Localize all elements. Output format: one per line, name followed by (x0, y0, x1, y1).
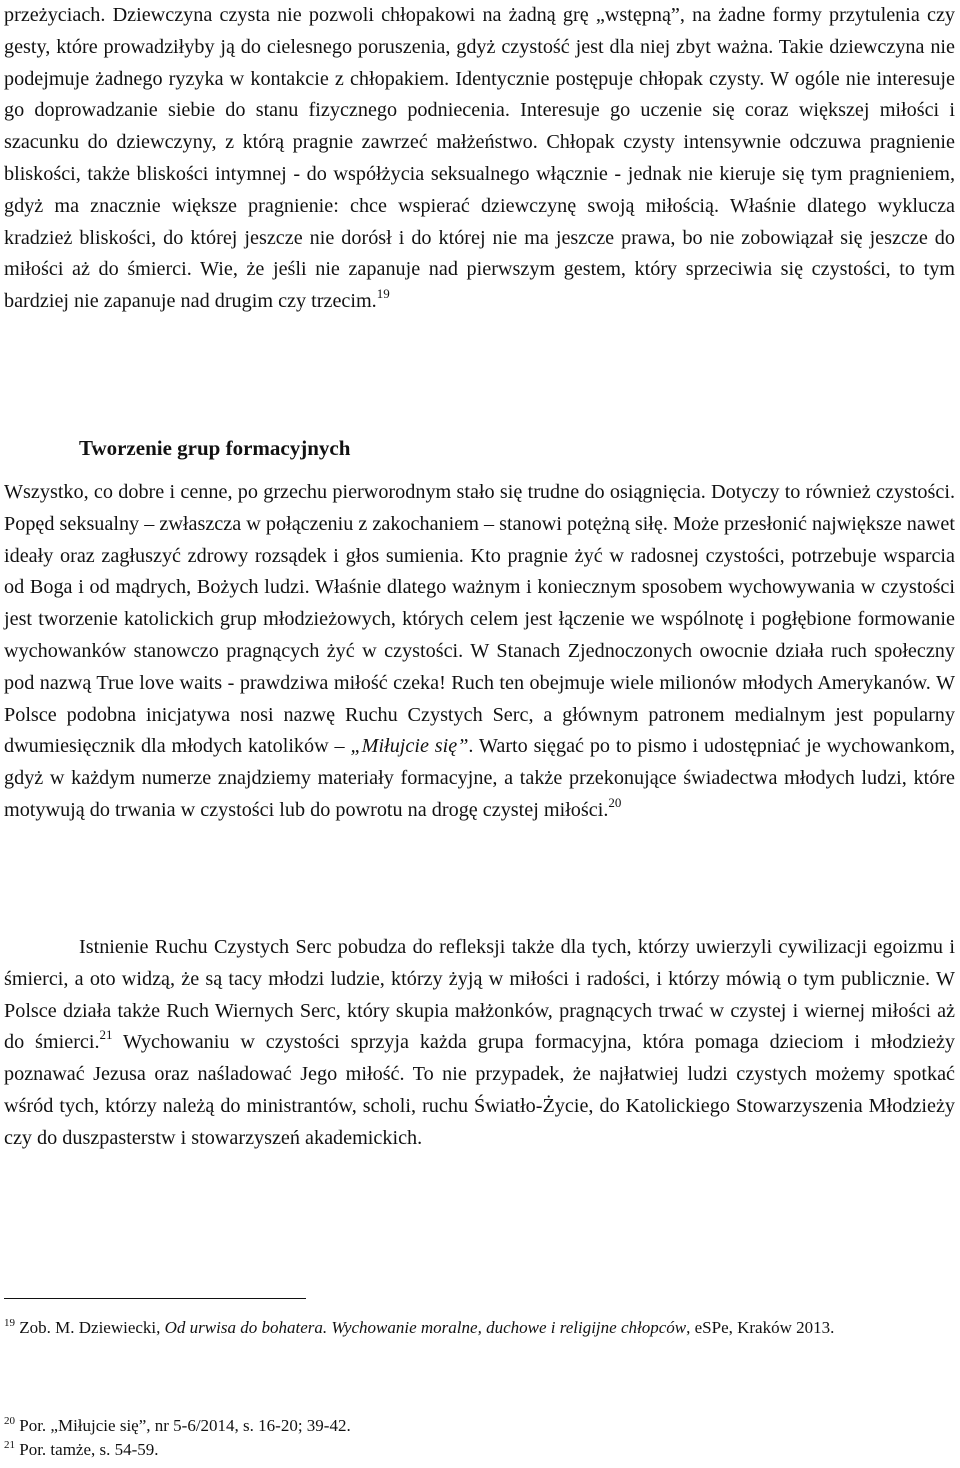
section-heading: Tworzenie grup formacyjnych (79, 436, 351, 460)
footnote-book-title: Od urwisa do bohatera. Wychowanie moralne, duchowe i religijne chłopców (164, 1318, 687, 1337)
paragraph-3-text-b: Wychowaniu w czystości sprzyja każda grupa formacyjna, która pomaga dzieciom i młodzieży poznawać Jezusa oraz naśladować Jego miłość. To nie przypadek, że najłatwiej ludzi czystych możemy spotkać wśród tych, którzy należą do ministrantów, scholi, ruchu Światło-Życie, do Katolickiego Stowarzyszenia Młodzieży czy do duszpasterstw i stowarzyszeń akademickich. (4, 1031, 955, 1149)
footnote-separator (4, 1298, 306, 1299)
paragraph-3 (4, 932, 955, 1155)
footnote-21 (4, 1436, 955, 1463)
footnote-text: Zob. M. Dziewiecki, (19, 1318, 165, 1337)
paragraph-2 (4, 477, 955, 827)
footnote-text: , eSPe, Kraków 2013. (686, 1318, 835, 1337)
footnote-number: 20 (4, 1415, 15, 1427)
footnote-number: 19 (4, 1317, 15, 1329)
footnote-number: 21 (4, 1439, 15, 1451)
paragraph-1 (4, 0, 955, 318)
footnote-19 (4, 1314, 955, 1341)
paragraph-1-text: przeżyciach. Dziewczyna czysta nie pozwoli chłopakowi na żadną grę „wstępną”, na żadne formy przytulenia czy gesty, które prowadziłyby ją do cielesnego poruszenia, gdyż czystość jest dla niej zbyt ważna. Takie dziewczyna nie podejmuje żadnego ryzyka w kontakcie z chłopakiem. Identycznie postępuje chłopak czysty. W ogóle nie interesuje go doprowadzanie siebie do stanu fizycznego podniecenia. Interesuje go uczenie się coraz większej miłości i szacunku do dziewczyny, z którą pragnie zawrzeć małżeństwo. Chłopak czysty intensywnie odczuwa pragnienie bliskości, także bliskości intymnej - do współżycia seksualnego włącznie - jednak nie kieruje się tym pragnieniem, gdyż ma znacznie większe pragnienie: chce wspierać dziewczynę swoją miłością. Właśnie dlatego wyklucza kradzież bliskości, do której jeszcze nie dorósł i do której nie ma jeszcze prawa, bo nie zobowiązał się jeszcze do miłości aż do śmierci. Wie, że jeśli nie zapanuje nad pierwszym gestem, który sprzeciwia się czystości, to tym bardziej nie zapanuje nad drugim czy trzecim. (4, 4, 955, 313)
footnote-text: Por. „Miłujcie się”, nr 5-6/2014, s. 16-20; 39-42. (19, 1416, 351, 1435)
footnote-20 (4, 1412, 955, 1439)
footnote-ref-20[interactable]: 20 (608, 794, 622, 810)
footnote-ref-21[interactable]: 21 (99, 1027, 113, 1043)
footnote-text: Por. tamże, s. 54-59. (19, 1440, 159, 1459)
magazine-title: „Miłujcie się” (350, 735, 469, 758)
paragraph-3-text-a: Istnienie Ruchu Czystych Serc pobudza do refleksji także dla tych, którzy uwierzyli cywilizacji egoizmu i śmierci, a oto widzą, że są tacy młodzi ludzie, którzy żyją w miłości i radości, i którzy mówią o tym publicznie. W Polsce działa także Ruch Wiernych Serc, który skupia małżonków, pragnących trwać w czystej i wiernej miłości aż do śmierci. (4, 936, 955, 1054)
paragraph-2-text-b: . Warto sięgać po to pismo i udostępniać je wychowankom, gdyż w każdym numerze znajdziemy materiały formacyjne, a także przekonujące świadectwa młodych ludzi, które motywują do trwania w czystości lub do powrotu na drogę czystej miłości. (4, 735, 955, 821)
paragraph-2-text-a: Wszystko, co dobre i cenne, po grzechu pierworodnym stało się trudne do osiągnięcia. Dotyczy to również czystości. Popęd seksualny – zwłaszcza w połączeniu z zakochaniem – stanowi potężną siłę. Może przesłonić największe nawet ideały oraz zagłuszyć zdrowy rozsądek i głos sumienia. Kto pragnie żyć w radosnej czystości, potrzebuje wsparcia od Boga i od mądrych, Bożych ludzi. Właśnie dlatego ważnym i koniecznym sposobem wychowywania w czystości jest tworzenie katolickich grup młodzieżowych, których celem jest łączenie we wspólnotę i pogłębione formowanie wychowanków stanowczo pragnących żyć w czystości. W Stanach Zjednoczonych owocnie działa ruch społeczny pod nazwą True love waits - prawdziwa miłość czeka! Ruch ten obejmuje wiele milionów młodych Amerykanów. W Polsce podobna inicjatywa nosi nazwę Ruchu Czystych Serc, a głównym patronem medialnym jest popularny dwumiesięcznik dla młodych katolików – (4, 481, 955, 758)
footnote-ref-19[interactable]: 19 (376, 286, 390, 302)
